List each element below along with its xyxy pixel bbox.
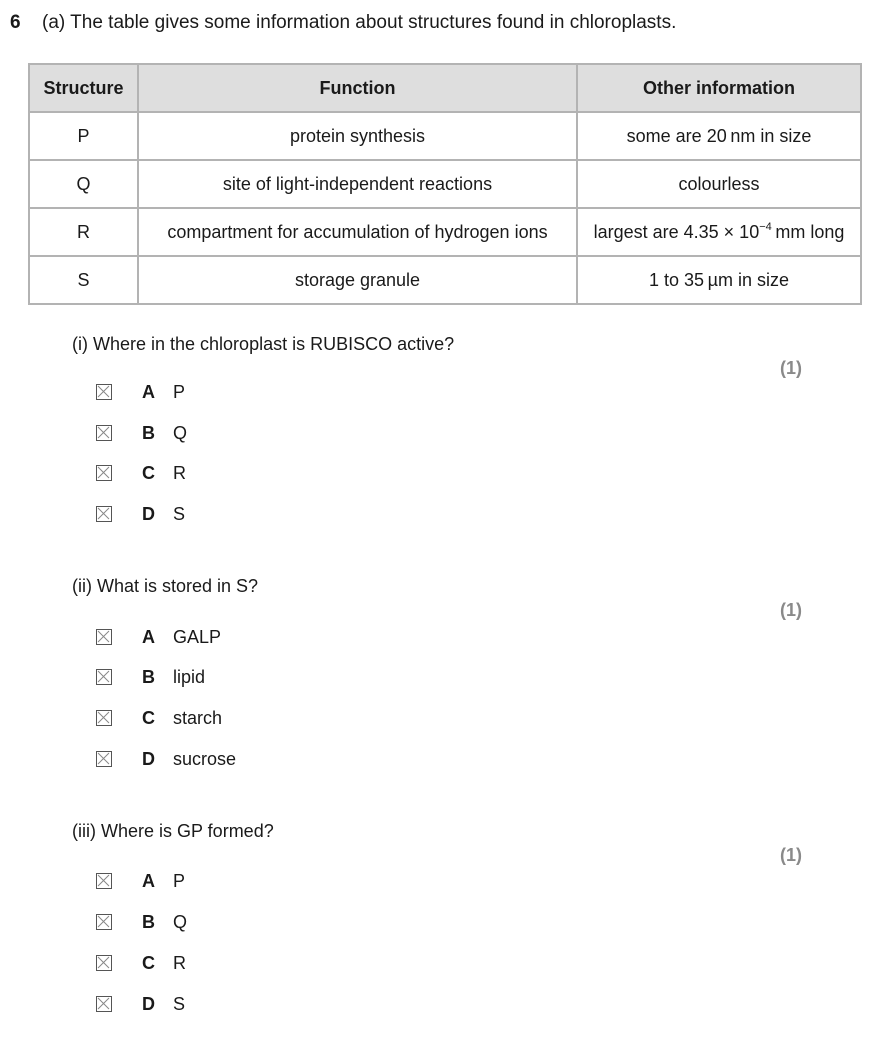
option-text: Q — [173, 422, 188, 443]
option-text: starch — [173, 707, 223, 728]
checkbox[interactable] — [96, 873, 112, 889]
option-i-a[interactable] — [96, 381, 186, 402]
cell-other — [577, 208, 861, 256]
option-ii-d[interactable] — [96, 748, 237, 769]
option-text: GALP — [173, 626, 222, 647]
checkbox[interactable] — [96, 751, 112, 767]
cell-structure: P — [29, 112, 138, 160]
option-letter: B — [142, 911, 155, 932]
question-stem: (a) The table gives some information about structures found in chloroplasts. — [42, 12, 677, 33]
option-text: P — [173, 870, 186, 891]
option-letter: A — [142, 870, 155, 891]
option-iii-d[interactable] — [96, 993, 186, 1014]
table-row — [29, 256, 861, 304]
cell-other: some are 20 nm in size — [577, 112, 861, 160]
checkbox[interactable] — [96, 425, 112, 441]
cell-structure: S — [29, 256, 138, 304]
checkbox[interactable] — [96, 384, 112, 400]
checkbox[interactable] — [96, 955, 112, 971]
table-row — [29, 112, 861, 160]
option-text: lipid — [173, 666, 206, 687]
option-letter: A — [142, 381, 155, 402]
part-i-question: (i) Where in the chloroplast is RUBISCO active? — [72, 334, 455, 354]
option-text: S — [173, 503, 186, 524]
chloroplast-structures-table — [28, 63, 862, 305]
cell-other: 1 to 35 µm in size — [577, 256, 861, 304]
question-number: 6 — [10, 12, 21, 33]
checkbox[interactable] — [96, 465, 112, 481]
checkbox[interactable] — [96, 629, 112, 645]
option-letter: A — [142, 626, 155, 647]
header-structure: Structure — [29, 64, 138, 112]
part-iii-mark: (1) — [780, 845, 802, 865]
option-letter: B — [142, 422, 155, 443]
option-ii-b[interactable] — [96, 666, 206, 687]
table-row — [29, 208, 861, 256]
option-text: R — [173, 462, 186, 483]
cell-structure: Q — [29, 160, 138, 208]
checkbox[interactable] — [96, 710, 112, 726]
other-text-main: largest are 4.35 × 10 — [593, 221, 760, 242]
cell-function: site of light-independent reactions — [138, 160, 577, 208]
checkbox[interactable] — [96, 506, 112, 522]
option-letter: B — [142, 666, 155, 687]
option-text: S — [173, 993, 186, 1014]
option-iii-c[interactable] — [96, 952, 186, 973]
option-letter: D — [142, 748, 155, 769]
option-iii-a[interactable] — [96, 870, 186, 891]
cell-structure: R — [29, 208, 138, 256]
option-letter: D — [142, 993, 155, 1014]
option-letter: D — [142, 503, 155, 524]
checkbox[interactable] — [96, 669, 112, 685]
option-text: sucrose — [173, 748, 237, 769]
other-text-unit: mm long — [771, 221, 845, 242]
part-iii-question: (iii) Where is GP formed? — [72, 821, 274, 841]
checkbox[interactable] — [96, 914, 112, 930]
part-i-mark: (1) — [780, 358, 802, 378]
question-header — [10, 12, 676, 34]
table-row — [29, 160, 861, 208]
header-function: Function — [138, 64, 577, 112]
part-ii-mark: (1) — [780, 600, 802, 620]
option-ii-a[interactable] — [96, 626, 222, 647]
option-i-d[interactable] — [96, 503, 186, 524]
option-letter: C — [142, 952, 155, 973]
cell-function: storage granule — [138, 256, 577, 304]
table-header-row — [29, 64, 861, 112]
option-iii-b[interactable] — [96, 911, 188, 932]
option-i-b[interactable] — [96, 422, 188, 443]
option-letter: C — [142, 707, 155, 728]
cell-function: protein synthesis — [138, 112, 577, 160]
option-text: R — [173, 952, 186, 973]
option-i-c[interactable] — [96, 462, 186, 483]
option-text: Q — [173, 911, 188, 932]
cell-other: colourless — [577, 160, 861, 208]
option-ii-c[interactable] — [96, 707, 223, 728]
cell-function: compartment for accumulation of hydrogen ions — [138, 208, 577, 256]
checkbox[interactable] — [96, 996, 112, 1012]
option-text: P — [173, 381, 186, 402]
exponent: −4 — [759, 220, 772, 233]
part-ii-question: (ii) What is stored in S? — [72, 576, 259, 596]
header-other-information: Other information — [577, 64, 861, 112]
option-letter: C — [142, 462, 155, 483]
